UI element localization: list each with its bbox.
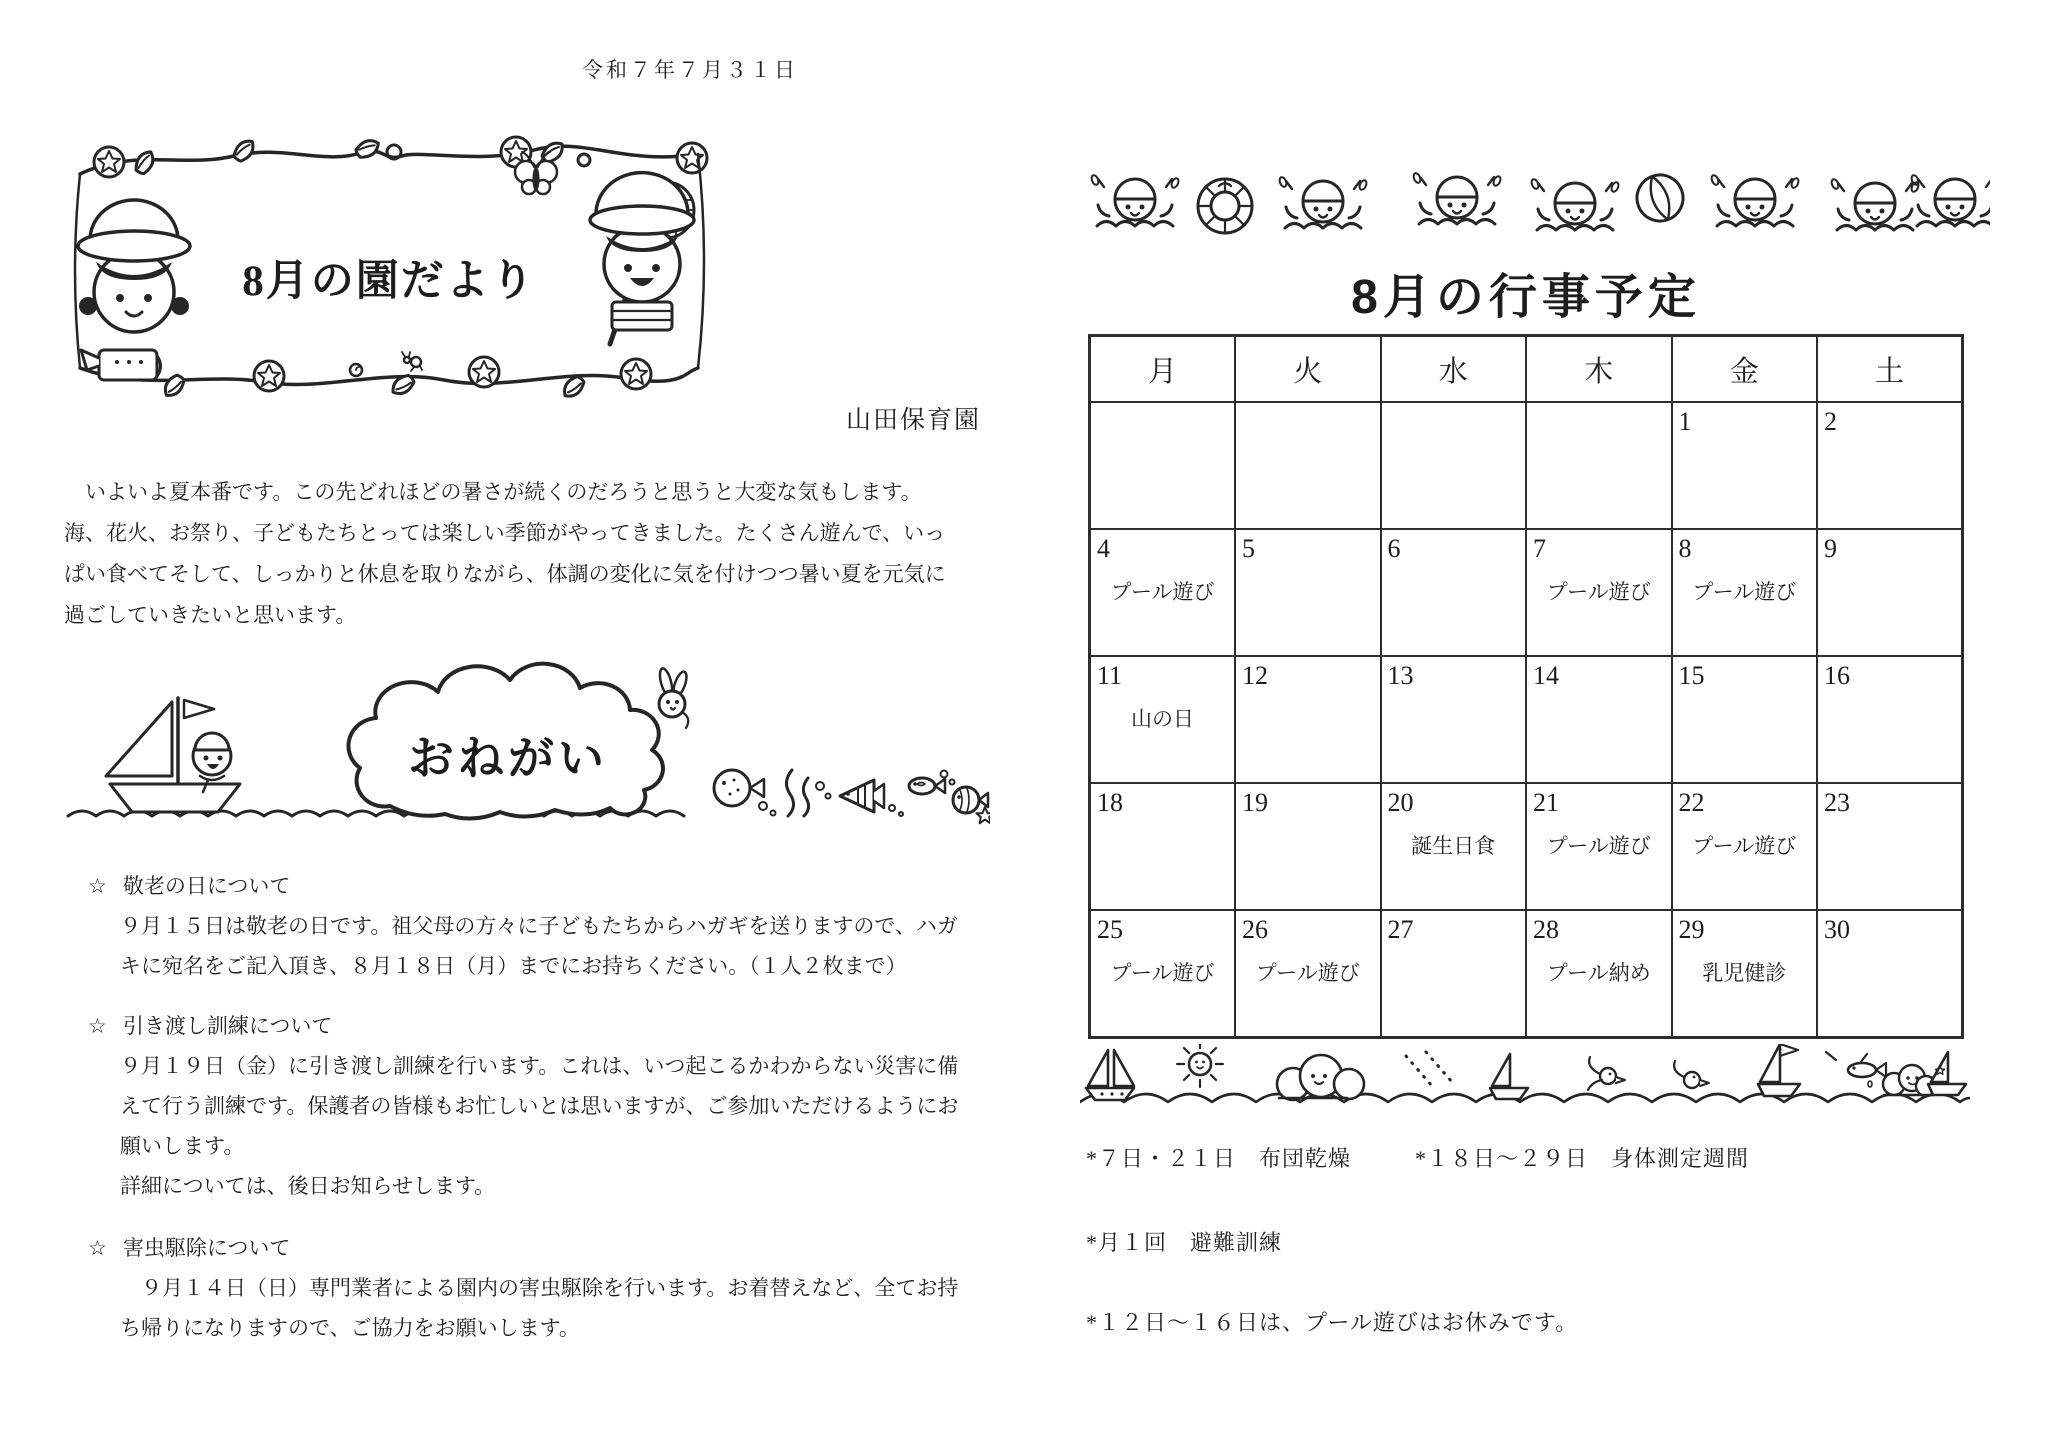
calendar-day-number: 8 xyxy=(1678,534,1692,563)
note-row xyxy=(1086,1306,1578,1337)
intro-line: いよいよ夏本番です。この先どれほどの暑さが続くのだろうと思うと大変な気もします。 xyxy=(64,480,922,504)
calendar-day-number: 14 xyxy=(1533,661,1559,690)
calendar-weekday-row xyxy=(1090,336,1963,403)
puffer-fish-icon xyxy=(714,770,764,806)
calendar-week-row xyxy=(1090,402,1963,529)
cloud-face-icon xyxy=(1277,1055,1364,1100)
calendar-day-cell xyxy=(1090,910,1236,1038)
section-line: ９月１４日（日）専門業者による園内の害虫駆除を行います。お着替えなど、全てお持 xyxy=(120,1276,959,1300)
calendar-day-number: 26 xyxy=(1242,915,1268,944)
note-text: *１２日～１６日は、プール遊びはお休みです。 xyxy=(1086,1310,1579,1335)
calendar-day-number: 21 xyxy=(1533,788,1559,817)
calendar-weekday: 月 xyxy=(1090,336,1236,403)
sun-icon xyxy=(1177,1044,1223,1087)
calendar-day-number: 6 xyxy=(1387,534,1401,563)
note-text: *７日・２１日 布団乾燥 xyxy=(1086,1146,1352,1171)
section-line: えて行う訓練です。保護者の皆様もお忙しいとは思いますが、ご参加いただけるようにお xyxy=(120,1094,959,1118)
section-hikiwatashi xyxy=(88,1006,958,1206)
calendar-event-label: プール遊び xyxy=(1546,580,1651,604)
calendar-week-row xyxy=(1090,656,1963,783)
section-lines xyxy=(120,1046,958,1206)
bird-icon xyxy=(1674,1061,1709,1088)
cloud-face-icon xyxy=(1883,1065,1936,1096)
calendar-week-row xyxy=(1090,529,1963,656)
sailboat-icon xyxy=(1928,1052,1966,1095)
note-row xyxy=(1086,1142,1749,1173)
sea-border-illustration xyxy=(1080,1044,1970,1122)
shell-icon xyxy=(350,364,362,376)
calendar-day-number: 30 xyxy=(1824,915,1850,944)
issue-date: 令和７年７月３１日 xyxy=(582,58,798,82)
calendar-day-cell xyxy=(1235,783,1381,910)
events-title: 8月の行事予定 xyxy=(1351,271,1701,324)
calendar-day-cell xyxy=(1090,529,1236,656)
calendar-event-label: 山の日 xyxy=(1131,707,1194,731)
section-line: ９月１５日は敬老の日です。祖父母の方々に子どもたちからハガギを送りますので、ハガ xyxy=(120,914,958,938)
section-line: 願いします。 xyxy=(120,1134,245,1158)
star-bullet-icon: ☆ xyxy=(88,874,107,898)
splash-dashes-icon xyxy=(1406,1052,1452,1086)
calendar-day-cell xyxy=(1526,402,1672,529)
watering-can-icon xyxy=(81,350,161,380)
calendar-day-number: 27 xyxy=(1387,915,1414,944)
note-row xyxy=(1086,1226,1282,1257)
calendar-day-cell xyxy=(1817,656,1963,783)
calendar-day-cell xyxy=(1381,783,1527,910)
section-heading xyxy=(88,1006,958,1046)
calendar-day-cell xyxy=(1381,910,1527,1038)
section-line: ９月１９日（金）に引き渡し訓練を行います。これは、いつ起こるかわからない災害に備 xyxy=(120,1054,959,1078)
calendar-day-cell xyxy=(1817,402,1963,529)
calendar-day-number: 11 xyxy=(1097,661,1123,690)
calendar-day-cell xyxy=(1090,402,1236,529)
calendar-day-cell xyxy=(1381,402,1527,529)
calendar-day-number: 18 xyxy=(1097,788,1123,817)
calendar-day-number: 2 xyxy=(1824,407,1837,436)
calendar-day-cell xyxy=(1672,910,1818,1038)
calendar-week-row xyxy=(1090,910,1963,1038)
calendar-event-label: プール遊び xyxy=(1255,961,1360,985)
calendar-event-label: プール納め xyxy=(1546,961,1651,985)
calendar-body xyxy=(1090,402,1963,1038)
calendar-day-number: 19 xyxy=(1242,788,1268,817)
calendar-day-cell xyxy=(1235,656,1381,783)
fish-border-illustration xyxy=(714,770,990,823)
calendar-day-cell xyxy=(1817,910,1963,1038)
calendar-weekday: 木 xyxy=(1526,336,1672,403)
swimming-children-illustration xyxy=(1075,142,1990,257)
calendar-event-label: プール遊び xyxy=(1546,834,1651,858)
calendar-day-number: 1 xyxy=(1678,407,1692,436)
star-bullet-icon: ☆ xyxy=(88,1236,107,1260)
swim-ring-icon xyxy=(1198,179,1252,233)
intro-line: 海、花火、お祭り、子どもたちとっては楽しい季節がやってきました。たくさん遊んで、いっ xyxy=(64,521,946,545)
seaweed-icon xyxy=(786,770,793,816)
calendar-day-cell xyxy=(1672,656,1818,783)
calendar-day-number: 16 xyxy=(1824,661,1850,690)
calendar-day-cell xyxy=(1672,402,1818,529)
events-calendar xyxy=(1088,334,1964,1039)
calendar-day-cell xyxy=(1817,783,1963,910)
seaweed-icon xyxy=(803,778,808,816)
round-fish-icon xyxy=(953,787,988,813)
calendar-day-cell xyxy=(1672,529,1818,656)
calendar-day-cell xyxy=(1381,656,1527,783)
calendar-day-number: 12 xyxy=(1242,661,1268,690)
star-bullet-icon: ☆ xyxy=(88,1014,107,1038)
calendar-event-label: プール遊び xyxy=(1110,961,1215,985)
onegai-heading: おねがい xyxy=(408,732,608,784)
calendar-event-label: 誕生日食 xyxy=(1411,834,1496,858)
boats-and-waves-icon xyxy=(1080,1044,1970,1122)
sailboat-icon xyxy=(1086,1050,1134,1100)
calendar-weekday: 金 xyxy=(1672,336,1818,403)
calendar-day-number: 4 xyxy=(1097,534,1110,563)
intro-line: 過ごしていきたいと思います。 xyxy=(64,603,357,627)
rabbit-icon xyxy=(658,667,690,728)
beach-ball-icon xyxy=(1631,169,1690,228)
intro-line: ぱい食べてそして、しっかりと休息を取りながら、体調の変化に気を付けつつ暑い夏を元気に xyxy=(64,562,946,586)
section-line: ち帰りになりますので、ご協力をお願いします。 xyxy=(120,1316,580,1340)
calendar-day-number: 5 xyxy=(1242,534,1255,563)
calendar-day-number: 23 xyxy=(1824,788,1850,817)
calendar-day-cell xyxy=(1526,529,1672,656)
calendar-weekday: 火 xyxy=(1235,336,1381,403)
calendar-day-number: 22 xyxy=(1678,788,1705,817)
sailboat-icon xyxy=(1490,1054,1528,1099)
calendar-day-cell xyxy=(1090,783,1236,910)
section-title: 引き渡し訓練について xyxy=(122,1014,333,1038)
calendar-day-number: 13 xyxy=(1387,661,1414,690)
calendar-weekday: 水 xyxy=(1381,336,1527,403)
calendar-day-number: 15 xyxy=(1678,661,1705,690)
calendar-day-cell xyxy=(1817,529,1963,656)
calendar-day-cell xyxy=(1381,529,1527,656)
section-gaichu xyxy=(88,1228,958,1348)
section-keirou xyxy=(88,866,958,986)
section-heading xyxy=(88,1228,958,1268)
calendar-event-label: プール遊び xyxy=(1692,580,1797,604)
calendar-weekday: 土 xyxy=(1817,336,1963,403)
ant-icon xyxy=(402,352,422,371)
section-line: 詳細については、後日お知らせします。 xyxy=(120,1174,496,1198)
bird-icon xyxy=(1588,1057,1625,1090)
note-text: *１８日～２９日 身体測定週間 xyxy=(1415,1146,1750,1171)
section-lines xyxy=(120,1268,958,1348)
calendar-day-cell xyxy=(1090,656,1236,783)
calendar-event-label: プール遊び xyxy=(1692,834,1797,858)
calendar-day-cell xyxy=(1672,783,1818,910)
calendar-event-label: プール遊び xyxy=(1110,580,1215,604)
calendar-day-cell xyxy=(1526,910,1672,1038)
calendar-day-cell xyxy=(1526,783,1672,910)
calendar-day-number: 7 xyxy=(1533,534,1546,563)
section-heading xyxy=(88,866,958,906)
section-lines xyxy=(120,906,958,986)
starfish-icon xyxy=(976,807,990,823)
calendar-event-label: 乳児健診 xyxy=(1702,961,1787,985)
school-name: 山田保育園 xyxy=(846,407,982,434)
sailboat-icon xyxy=(1758,1044,1800,1096)
flying-fish-icon xyxy=(1826,1052,1886,1087)
section-line: キに宛名をご記入頂き、８月１８日（月）までにお持ちください。（１人２枚まで） xyxy=(120,954,907,978)
calendar-day-number: 20 xyxy=(1387,788,1414,817)
calendar-day-number: 28 xyxy=(1533,915,1559,944)
calendar-day-cell xyxy=(1235,529,1381,656)
newsletter-title: 8月の園だより xyxy=(242,258,536,305)
angelfish-icon xyxy=(840,780,884,812)
calendar-day-number: 29 xyxy=(1678,915,1705,944)
calendar-day-cell xyxy=(1235,910,1381,1038)
calendar-day-cell xyxy=(1526,656,1672,783)
note-text: *月１回 避難訓練 xyxy=(1086,1230,1283,1255)
section-title: 害虫駆除について xyxy=(122,1236,291,1260)
section-title: 敬老の日について xyxy=(122,874,291,898)
calendar-day-number: 9 xyxy=(1824,534,1837,563)
small-fish-icon xyxy=(909,778,945,794)
intro-paragraph xyxy=(64,472,946,636)
calendar-week-row xyxy=(1090,783,1963,910)
calendar-day-cell xyxy=(1235,402,1381,529)
calendar-day-number: 25 xyxy=(1097,915,1123,944)
swimming-children-icon xyxy=(1075,142,1990,257)
